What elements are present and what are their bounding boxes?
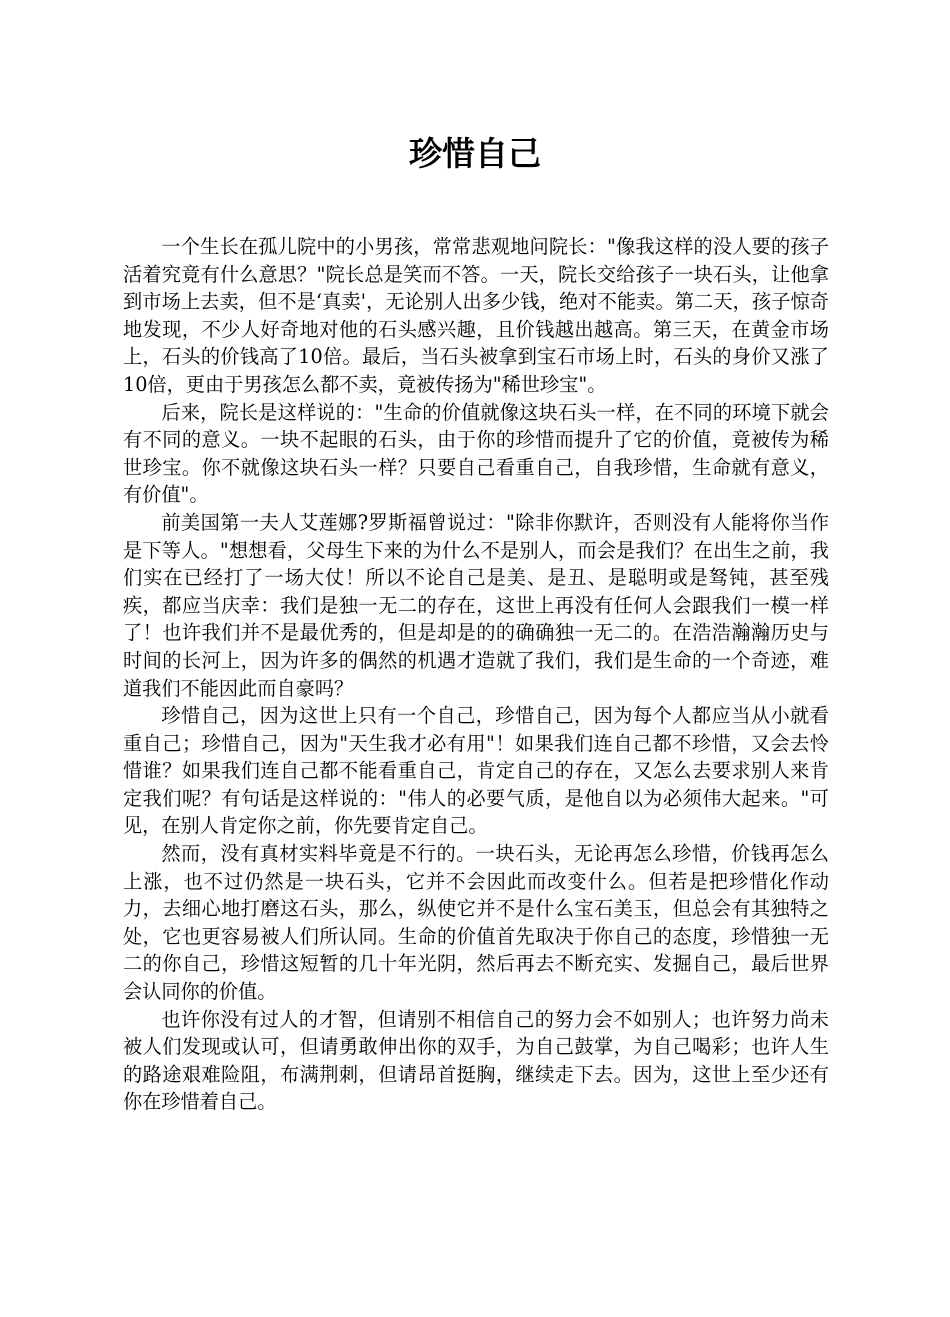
page-title: 珍惜自己 (409, 134, 541, 173)
paragraph-6: 也许你没有过人的才智，但请别不相信自己的努力会不如别人；也许努力尚未被人们发现或认可，但请勇敢伸出你的双手，为自己鼓掌，为自己喝彩；也许人生的路途艰难险阻，布满荆刺，但请昂首挺胸，继续走下去。因为，这世上至少还有你在珍惜着自己。 (123, 1007, 829, 1114)
paragraph-1: 一个生长在孤儿院中的小男孩，常常悲观地问院长："像我这样的没人要的孩子活着究竟有什么意思？"院长总是笑而不答。一天，院长交给孩子一块石头，让他拿到市场上去卖，但不是‘真卖'，无论别人出多少钱，绝对不能卖。第二天，孩子惊奇地发现，不少人好奇地对他的石头感兴趣，且价钱越出越高。第三天，在黄金市场上，石头的价钱高了10倍。最后，当石头被拿到宝石市场上时，石头的身价又涨了10倍，更由于男孩怎么都不卖，竟被传扬为"稀世珍宝"。 (123, 235, 829, 396)
paragraph-2: 后来，院长是这样说的："生命的价值就像这块石头一样，在不同的环境下就会有不同的意义。一块不起眼的石头，由于你的珍惜而提升了它的价值，竟被传为稀世珍宝。你不就像这块石头一样？只要自己看重自己，自我珍惜，生命就有意义，有价值"。 (123, 400, 829, 507)
paragraph-5: 然而，没有真材实料毕竟是不行的。一块石头，无论再怎么珍惜，价钱再怎么上涨，也不过仍然是一块石头，它并不会因此而改变什么。但若是把珍惜化作动力，去细心地打磨这石头，那么，纵使它并不是什么宝石美玉，但总会有其独特之处，它也更容易被人们所认同。生命的价值首先取决于你自己的态度，珍惜独一无二的你自己，珍惜这短暂的几十年光阴，然后再去不断充实、发掘自己，最后世界会认同你的价值。 (123, 842, 829, 1004)
paragraph-3: 前美国第一夫人艾莲娜?罗斯福曾说过："除非你默许，否则没有人能将你当作是下等人。"想想看，父母生下来的为什么不是别人，而会是我们？在出生之前，我们实在已经打了一场大仗！所以不论自己是美、是丑、是聪明或是驽钝，甚至残疾，都应当庆幸：我们是独一无二的存在，这世上再没有任何人会跟我们一模一样了！也许我们并不是最优秀的，但是却是的的确确独一无二的。在浩浩瀚瀚历史与时间的长河上，因为许多的偶然的机遇才造就了我们，我们是生命的一个奇迹，难道我们不能因此而自豪吗？ (123, 510, 829, 700)
article-body (123, 233, 829, 1116)
paragraph-4: 珍惜自己，因为这世上只有一个自己，珍惜自己，因为每个人都应当从小就看重自己；珍惜自己，因为"天生我才必有用"！如果我们连自己都不珍惜，又会去怜惜谁？如果我们连自己都不能看重自己，肯定自己的存在，又怎么去要求别人来肯定我们呢？有句话是这样说的："伟人的必要气质，是他自以为必须伟大起来。"可见，在别人肯定你之前，你先要肯定自己。 (123, 704, 829, 838)
